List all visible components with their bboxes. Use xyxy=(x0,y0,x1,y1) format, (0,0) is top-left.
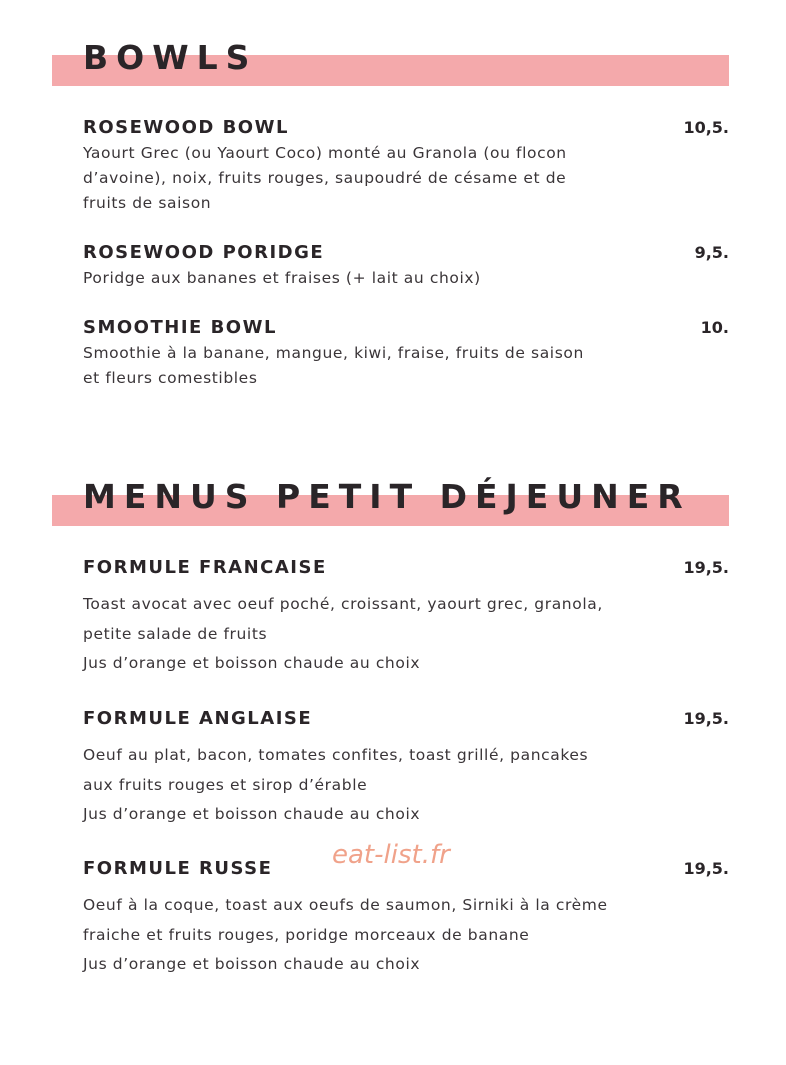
watermark: eat-list.fr xyxy=(332,840,450,870)
item-name: SMOOTHIE BOWL xyxy=(83,317,277,338)
description-line: fraiche et fruits rouges, poridge morceaux de banane xyxy=(83,925,530,944)
item-description xyxy=(83,141,683,216)
item-description xyxy=(83,891,683,980)
description-line: Oeuf au plat, bacon, tomates confites, toast grillé, pancakes xyxy=(83,746,589,764)
description-line: d’avoine), noix, fruits rouges, saupoudré de césame et de xyxy=(83,169,567,187)
item-description xyxy=(83,590,683,679)
description-line: Poridge aux bananes et fraises (+ lait au choix) xyxy=(83,269,481,287)
description-line: et fleurs comestibles xyxy=(83,369,258,387)
item-name: FORMULE RUSSE xyxy=(83,858,273,879)
description-line: Oeuf à la coque, toast aux oeufs de saumon, Sirniki à la crème xyxy=(83,896,608,914)
item-price: 19,5. xyxy=(683,709,729,728)
bowls-section-title: BOWLS xyxy=(83,38,258,77)
description-line: Smoothie à la banane, mangue, kiwi, fraise, fruits de saison xyxy=(83,344,584,362)
item-description xyxy=(83,341,683,391)
description-line: Yaourt Grec (ou Yaourt Coco) monté au Granola (ou flocon xyxy=(83,144,567,162)
item-description xyxy=(83,266,683,291)
item-price: 19,5. xyxy=(683,558,729,577)
description-line: Jus d’orange et boisson chaude au choix xyxy=(83,654,421,672)
item-description xyxy=(83,741,683,830)
item-name: ROSEWOOD BOWL xyxy=(83,117,289,138)
item-price: 10. xyxy=(700,318,729,337)
description-line: Toast avocat avec oeuf poché, croissant, yaourt grec, granola, xyxy=(83,595,603,613)
menus-section-title: MENUS PETIT DÉJEUNER xyxy=(83,477,691,516)
description-line: petite salade de fruits xyxy=(83,624,268,643)
item-price: 9,5. xyxy=(694,243,729,262)
item-name: FORMULE ANGLAISE xyxy=(83,708,313,729)
description-line: Jus d’orange et boisson chaude au choix xyxy=(83,805,421,823)
description-line: Jus d’orange et boisson chaude au choix xyxy=(83,955,421,973)
description-line: aux fruits rouges et sirop d’érable xyxy=(83,775,368,794)
description-line: fruits de saison xyxy=(83,194,212,212)
item-price: 10,5. xyxy=(683,118,729,137)
item-price: 19,5. xyxy=(683,859,729,878)
item-name: FORMULE FRANCAISE xyxy=(83,557,327,578)
item-name: ROSEWOOD PORIDGE xyxy=(83,242,325,263)
